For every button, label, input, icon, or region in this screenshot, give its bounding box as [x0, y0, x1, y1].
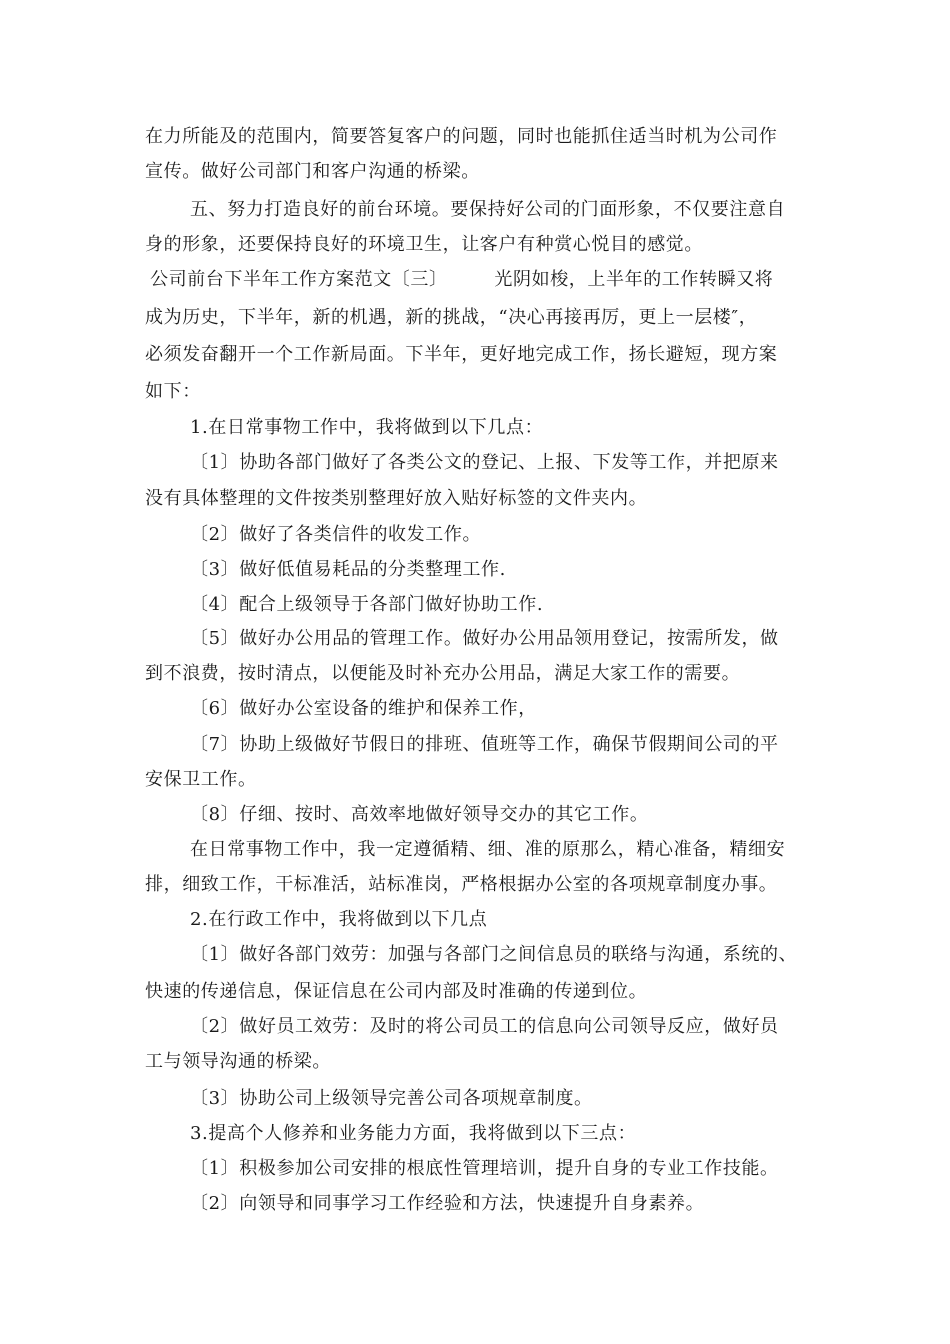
list-item-line: 〔2〕做好了各类信件的收发工作。: [190, 524, 482, 545]
text-line: 成为历史，下半年，新的机遇，新的挑战，“决心再接再厉，更上一层楼″，: [145, 307, 758, 328]
list-item-line: 〔5〕做好办公用品的管理工作。做好办公用品领用登记，按需所发，做: [190, 628, 779, 649]
text-line: 安保卫工作。: [145, 769, 257, 790]
text-line: 五、努力打造良好的前台环境。要保持好公司的门面形象，不仅要注意自: [190, 199, 786, 220]
list-item-line: 〔2〕做好员工效劳：及时的将公司员工的信息向公司领导反应，做好员: [190, 1016, 779, 1037]
text-line: 排，细致工作，干标准活，站标准岗，严格根据办公室的各项规章制度办事。: [145, 874, 778, 895]
text-line: 在力所能及的范围内，简要答复客户的问题，同时也能抓住适当时机为公司作: [145, 126, 778, 147]
list-item-line: 〔1〕积极参加公司安排的根底性管理培训，提升自身的专业工作技能。: [190, 1158, 779, 1179]
text-line: 在日常事物工作中，我一定遵循精、细、准的原那么，精心准备，精细安: [190, 839, 786, 860]
list-item-line: 〔2〕向领导和同事学习工作经验和方法，快速提升自身素养。: [190, 1193, 705, 1214]
text-line: 没有具体整理的文件按类别整理好放入贴好标签的文件夹内。: [145, 488, 648, 509]
list-item-line: 〔6〕做好办公室设备的维护和保养工作，: [190, 698, 537, 719]
list-item-line: 〔1〕做好各部门效劳：加强与各部门之间信息员的联络与沟通，系统的、: [190, 944, 798, 965]
text-line: 工与领导沟通的桥梁。: [145, 1051, 331, 1072]
list-heading-line: 2.在行政工作中，我将做到以下几点: [190, 909, 488, 930]
list-item-line: 〔1〕协助各部门做好了各类公文的登记、上报、下发等工作，并把原来: [190, 452, 779, 473]
list-item-line: 〔3〕做好低值易耗品的分类整理工作.: [190, 559, 506, 580]
list-item-line: 〔4〕配合上级领导于各部门做好协助工作.: [190, 594, 544, 615]
text-line: 宣传。做好公司部门和客户沟通的桥梁。: [145, 161, 480, 182]
text-line: 身的形象，还要保持良好的环境卫生，让客户有种赏心悦目的感觉。: [145, 234, 703, 255]
list-heading-line: 3.提高个人修养和业务能力方面，我将做到以下三点：: [190, 1123, 637, 1144]
section-heading-line: 公司前台下半年工作方案范文〔三〕 光阴如梭，上半年的工作转瞬又将: [150, 269, 774, 290]
list-item-line: 〔7〕协助上级做好节假日的排班、值班等工作，确保节假期间公司的平: [190, 734, 779, 755]
text-line: 快速的传递信息，保证信息在公司内部及时准确的传递到位。: [145, 981, 648, 1002]
list-heading-line: 1.在日常事物工作中，我将做到以下几点：: [190, 417, 544, 438]
text-line: 到不浪费，按时清点，以便能及时补充办公用品，满足大家工作的需要。: [145, 663, 741, 684]
list-item-line: 〔8〕仔细、按时、高效率地做好领导交办的其它工作。: [190, 804, 649, 825]
text-line: 如下：: [145, 381, 201, 402]
list-item-line: 〔3〕协助公司上级领导完善公司各项规章制度。: [190, 1088, 593, 1109]
text-line: 必须发奋翻开一个工作新局面。下半年，更好地完成工作，扬长避短，现方案: [145, 344, 778, 365]
